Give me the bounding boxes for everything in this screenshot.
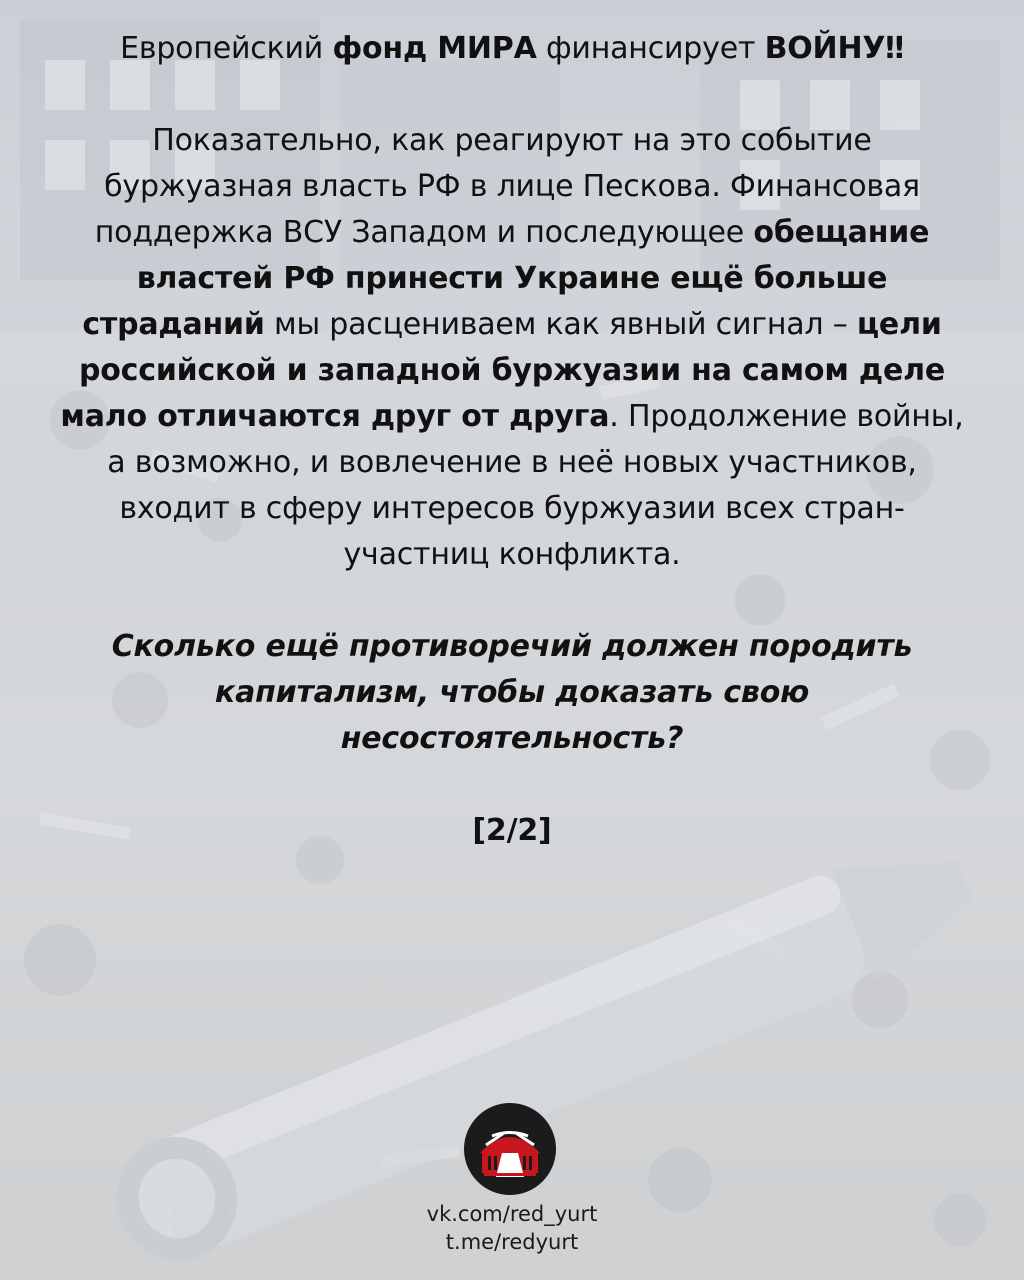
post-text	[60, 26, 964, 854]
telegram-link[interactable]: t.me/redyurt	[445, 1230, 579, 1254]
headline-bold-1: фонд МИРА	[332, 31, 537, 66]
body-text-3: . Продолжение войны, а возможно, и вовлечение в неё новых участников, входит в сферу интересов буржуазии всех стран-участниц конфликта.	[107, 399, 964, 572]
body-paragraph	[60, 118, 964, 578]
footer-links	[300, 1200, 724, 1256]
closing-question: Сколько ещё противоречий должен породить капитализм, чтобы доказать свою несостоятельность?	[111, 629, 913, 756]
headline-bold-2: ВОЙНУ‼	[764, 31, 904, 66]
headline-part-2: финансирует	[536, 31, 765, 66]
headline-part-1: Европейский	[120, 31, 333, 66]
headline	[60, 26, 964, 72]
body-text-2: мы расцениваем как явный сигнал –	[264, 307, 857, 342]
body-bold-1: обещание властей РФ принести Украине ещё больше страданий	[82, 215, 930, 342]
vk-link[interactable]: vk.com/red_yurt	[426, 1202, 598, 1226]
body-bold-2: цели российской и западной буржуазии на самом деле мало отличаются друг от друга	[60, 307, 946, 434]
red-yurt-logo-icon	[464, 1103, 556, 1195]
page-counter: [2/2]	[472, 813, 552, 848]
body-text-1: Показательно, как реагируют на это событие буржуазная власть РФ в лице Пескова. Финансовая поддержка ВСУ Западом и последующее	[94, 123, 920, 250]
